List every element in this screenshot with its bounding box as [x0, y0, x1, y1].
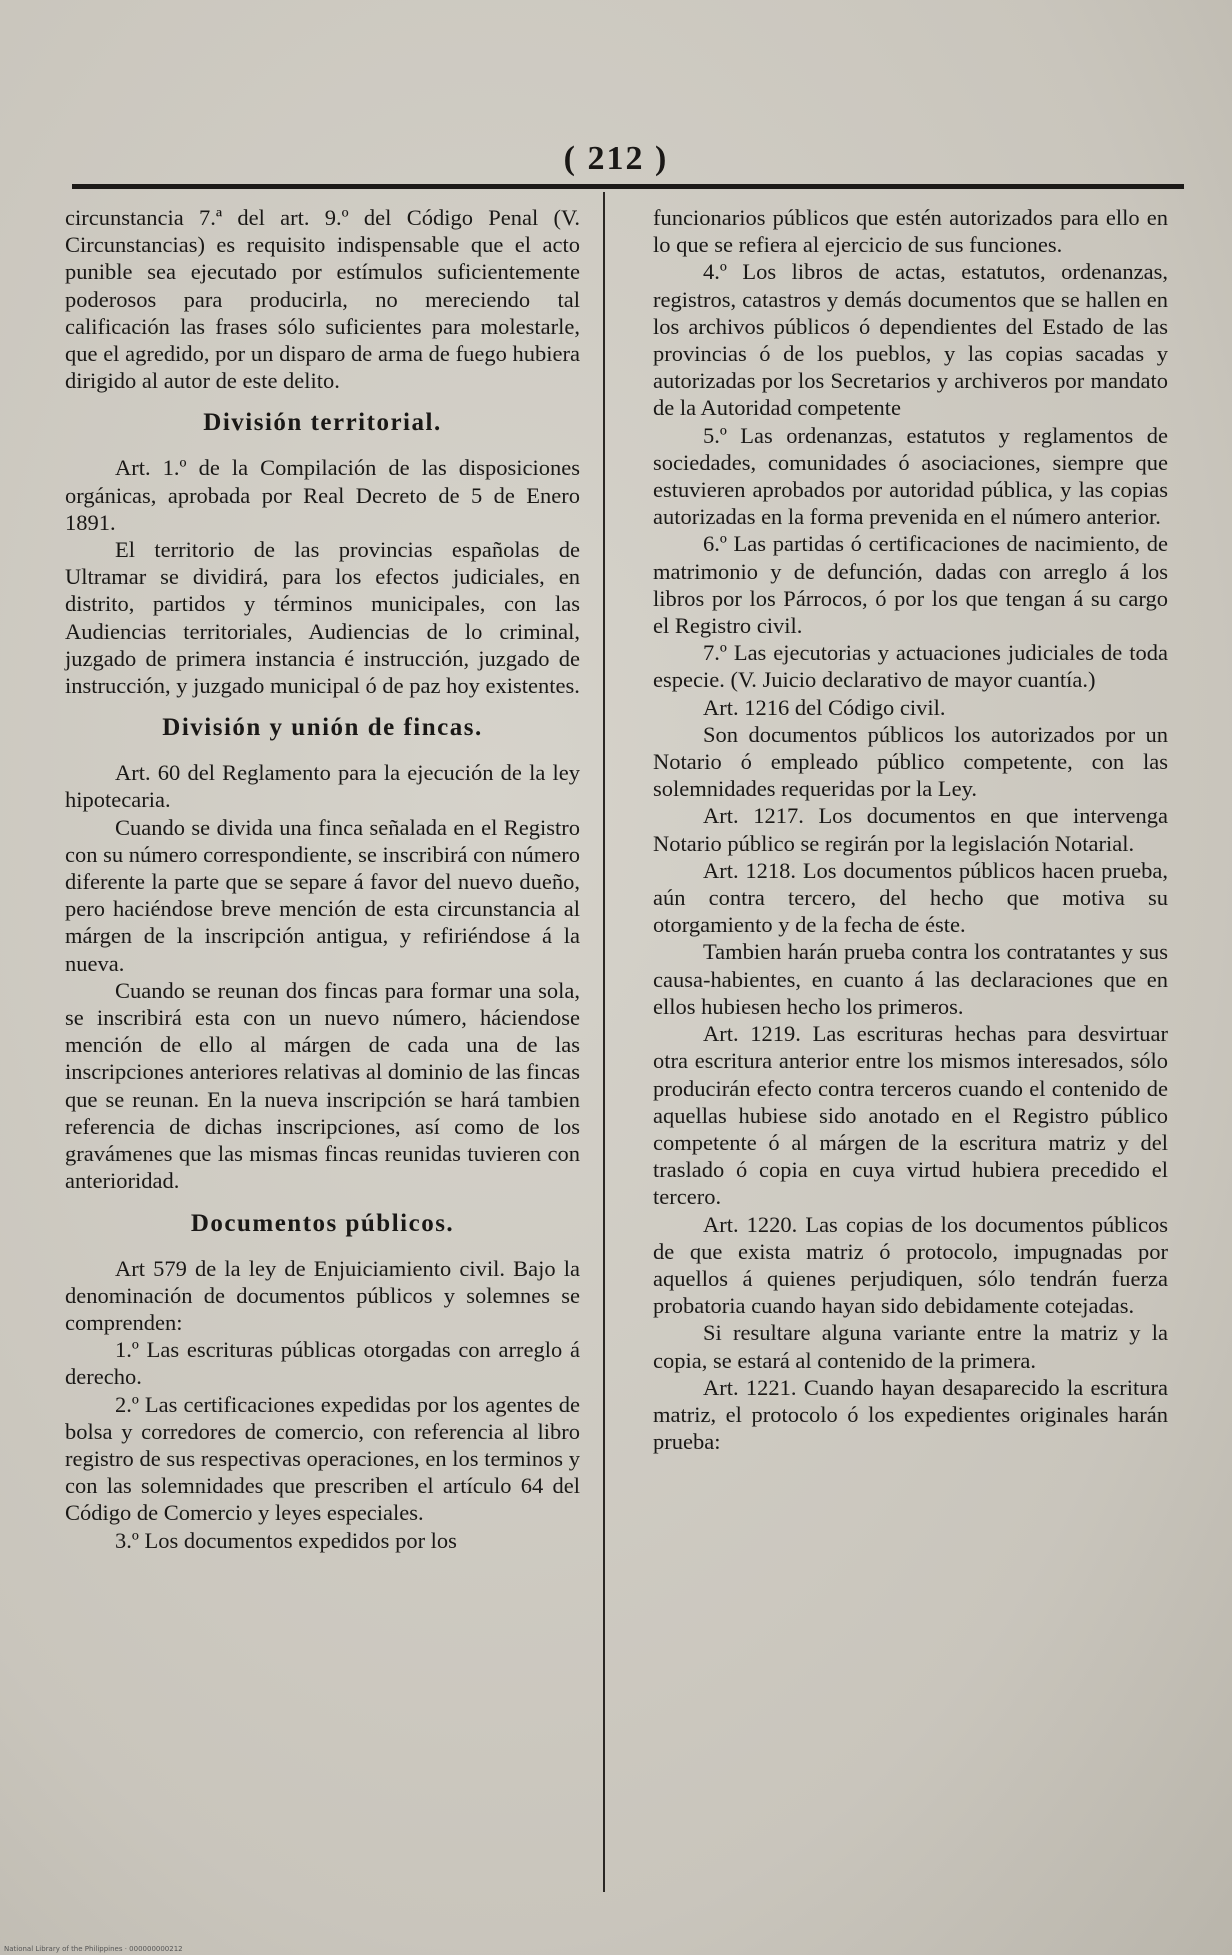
- right-paragraph: Art. 1218. Los documentos públicos hacen prueba, aún contra tercero, del hecho que motiva su otorgamiento y de la fecha de éste.: [653, 857, 1168, 938]
- right-paragraph: Art. 1217. Los documentos en que intervenga Notario público se regirán por la legislación Notarial.: [653, 803, 1168, 856]
- page-number: ( 212 ): [563, 140, 669, 177]
- section-heading-division-union-fincas: División y unión de fincas.: [162, 714, 483, 742]
- header-rule: [72, 184, 1184, 189]
- right-paragraph: Art. 1221. Cuando hayan desaparecido la escritura matriz, el protocolo ó los expedientes originales harán prueba:: [653, 1374, 1168, 1455]
- left-column: [65, 204, 580, 1554]
- right-paragraph: Art. 1216 del Código civil.: [703, 694, 946, 720]
- scan-footer: National Library of the Philippines · 000000000212: [4, 1945, 183, 1953]
- left-paragraph: Art. 60 del Reglamento para la ejecución de la ley hipotecaria.: [65, 760, 580, 813]
- right-paragraph: funcionarios públicos que estén autorizados para ello en lo que se refiera al ejercicio de sus funciones.: [653, 205, 1168, 258]
- column-divider: [603, 192, 605, 1892]
- left-paragraph: El territorio de las provincias españolas de Ultramar se dividirá, para los efectos judiciales, en distrito, partidos y términos municipales, con las Audiencias territoriales, Audiencias de lo criminal, juzgado de primera instancia é instrucción, juzgado de instrucción, y juzgado municipal ó de paz hoy existentes.: [65, 537, 580, 699]
- right-column: [653, 204, 1168, 1455]
- right-paragraph: 6.º Las partidas ó certificaciones de nacimiento, de matrimonio y de defunción, dadas con arreglo á los libros por los Párrocos, ó por los que tengan á su cargo el Registro civil.: [653, 531, 1168, 639]
- right-paragraph: Son documentos públicos los autorizados por un Notario ó empleado público competente, con las solemnidades requeridas por la Ley.: [653, 721, 1168, 802]
- left-paragraph: Cuando se divida una finca señalada en el Registro con su número correspondiente, se inscribirá con número diferente la parte que se separe á favor del nuevo dueño, pero haciéndose breve mención de esta circunstancia al márgen de la inscripción antigua, y refiriéndose á la nueva.: [65, 814, 580, 976]
- left-paragraph: Art. 1.º de la Compilación de las disposiciones orgánicas, aprobada por Real Decreto de 5 de Enero 1891.: [65, 455, 580, 535]
- right-paragraph: Tambien harán prueba contra los contratantes y sus causa-habientes, en cuanto á las declaraciones que en ellos hubiesen hecho los primeros.: [653, 939, 1168, 1019]
- right-paragraph: Art. 1219. Las escrituras hechas para desvirtuar otra escritura anterior entre los mismos interesados, sólo producirán efecto contra terceros cuando el contenido de aquellas hubiese sido anotado en el Registro público competente ó al márgen de la escritura matriz y del traslado ó copia en cuya virtud hubiera precedido el tercero.: [653, 1021, 1168, 1210]
- section-heading-documentos-publicos: Documentos públicos.: [190, 1209, 455, 1237]
- left-paragraph: 1.º Las escrituras públicas otorgadas con arreglo á derecho.: [65, 1337, 580, 1390]
- right-paragraph: Si resultare alguna variante entre la matriz y la copia, se estará al contenido de la primera.: [653, 1320, 1168, 1373]
- right-paragraph: 5.º Las ordenanzas, estatutos y reglamentos de sociedades, comunidades ó asociaciones, siempre que estuvieren aprobados por autoridad pública, y las copias autorizadas en la forma prevenida en el número anterior.: [653, 422, 1168, 530]
- right-paragraph: 7.º Las ejecutorias y actuaciones judiciales de toda especie. (V. Juicio declarativo de mayor cuantía.): [653, 640, 1168, 693]
- left-paragraph: 3.º Los documentos expedidos por los: [115, 1527, 457, 1553]
- left-paragraph: Art 579 de la ley de Enjuiciamiento civil. Bajo la denominación de documentos públicos y solemnes se comprenden:: [65, 1255, 580, 1335]
- right-paragraph: Art. 1220. Las copias de los documentos públicos de que exista matriz ó protocolo, impugnadas por aquellos á quienes perjudiquen, sólo tendrán fuerza probatoria cuando hayan sido debidamente cotejadas.: [653, 1211, 1168, 1319]
- section-heading-division-territorial: División territorial.: [203, 409, 442, 437]
- left-paragraph: Cuando se reunan dos fincas para formar una sola, se inscribirá esta con un nuevo número, háciendose mención de ello al márgen de cada una de las inscripciones anteriores relativas al dominio de las fincas que se reunan. En la nueva inscripción se hará tambien referencia de dichas inscripciones, así como de los gravámenes que las mismas fincas reunidas tuvieren con anterioridad.: [65, 977, 580, 1194]
- right-paragraph: 4.º Los libros de actas, estatutos, ordenanzas, registros, catastros y demás documentos que se hallen en los archivos públicos ó dependientes del Estado de las provincias ó de los pueblos, y las copias sacadas y autorizadas por los Secretarios y archiveros por mandato de la Autoridad competente: [653, 259, 1168, 421]
- left-paragraph: circunstancia 7.ª del art. 9.º del Código Penal (V. Circunstancias) es requisito indispensable que el acto punible sea ejecutado por estímulos suficientemente poderosos para producirla, no mereciendo tal calificación las frases sólo suficientes para molestarle, que el agredido, por un disparo de arma de fuego hubiera dirigido al autor de este delito.: [65, 205, 580, 394]
- left-paragraph: 2.º Las certificaciones expedidas por los agentes de bolsa y corredores de comercio, con referencia al libro registro de sus respectivas operaciones, en los terminos y con las solemnidades que prescriben el artículo 64 del Código de Comercio y leyes especiales.: [65, 1391, 580, 1526]
